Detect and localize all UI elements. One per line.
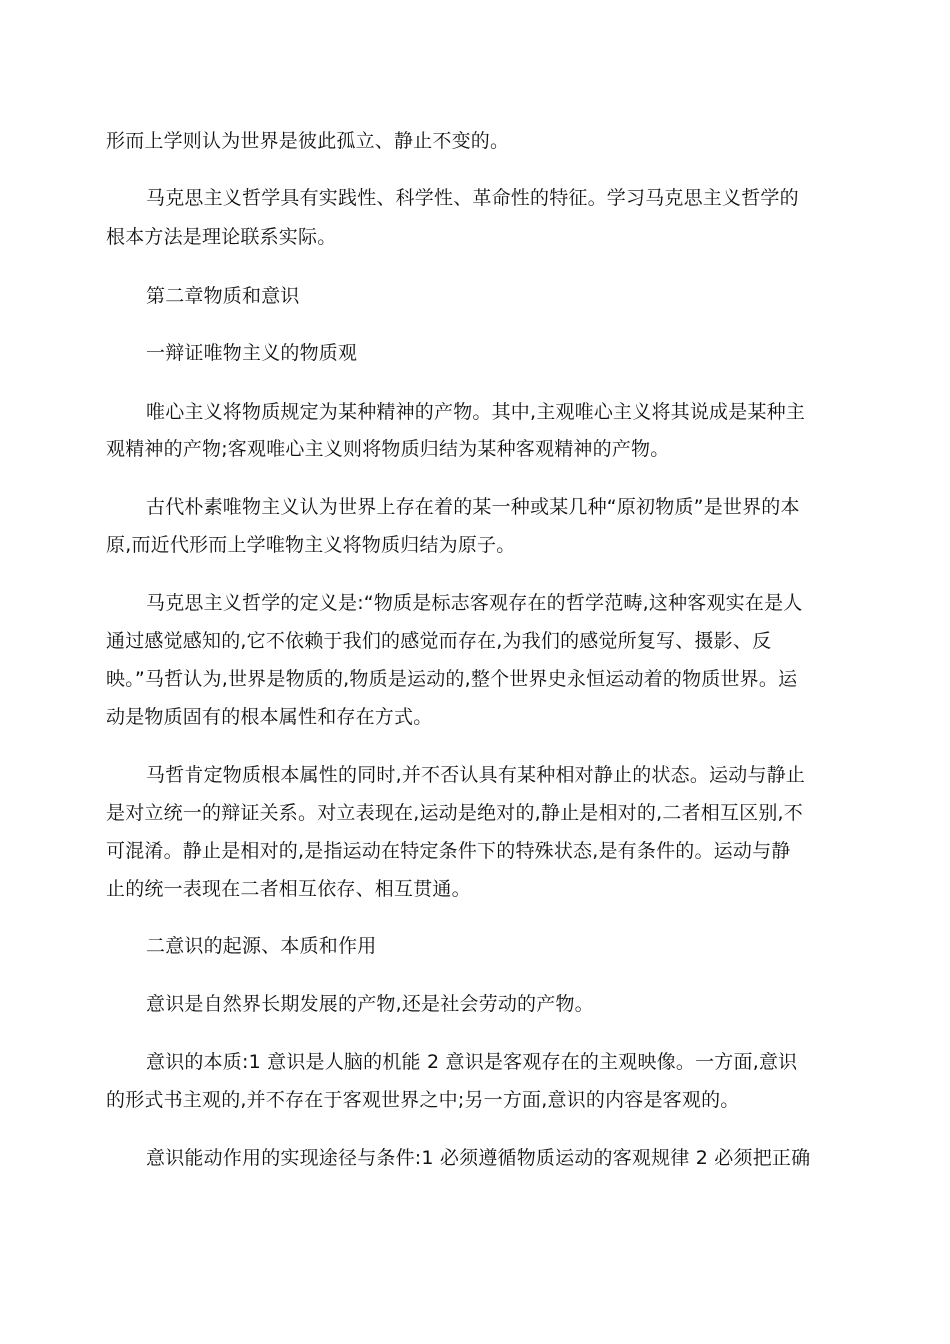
text-line: 是对立统一的辩证关系。对立表现在,运动是绝对的,静止是相对的,二者相互区别,不: [106, 802, 803, 824]
text-line: 马克思主义哲学的定义是:“物质是标志客观存在的哲学范畴,这种客观实在是人: [146, 592, 803, 614]
text-line: 可混淆。静止是相对的,是指运动在特定条件下的特殊状态,是有条件的。运动与静: [106, 840, 791, 862]
text-line: 马哲肯定物质根本属性的同时,并不否认具有某种相对静止的状态。运动与静止: [146, 764, 806, 786]
section-heading: 第二章物质和意识: [146, 285, 300, 307]
text-line: 观精神的产物;客观唯心主义则将物质归结为某种客观精神的产物。: [106, 438, 670, 460]
text-line: 唯心主义将物质规定为某种精神的产物。其中,主观唯心主义将其说成是某种主: [146, 401, 806, 423]
text-line: 映。”马哲认为,世界是物质的,物质是运动的,整个世界史永恒运动着的物质世界。运: [106, 668, 798, 690]
text-line: 意识能动作用的实现途径与条件:1 必须遵循物质运动的客观规律 2 必须把正确: [146, 1147, 811, 1169]
text-line: 通过感觉感知的,它不依赖于我们的感觉而存在,为我们的感觉所复写、摄影、反: [106, 630, 772, 652]
text-line: 止的统一表现在二者相互依存、相互贯通。: [106, 878, 471, 900]
text-line: 根本方法是理论联系实际。: [106, 226, 337, 248]
text-line: 意识的本质:1 意识是人脑的机能 2 意识是客观存在的主观映像。一方面,意识: [146, 1051, 798, 1073]
subsection-heading: 二意识的起源、本质和作用: [146, 935, 377, 957]
text-line: 原,而近代形而上学唯物主义将物质归结为原子。: [106, 534, 516, 556]
text-line: 意识是自然界长期发展的产物,还是社会劳动的产物。: [146, 993, 594, 1015]
subsection-heading: 一辩证唯物主义的物质观: [146, 342, 358, 364]
text-line: 马克思主义哲学具有实践性、科学性、革命性的特征。学习马克思主义哲学的: [146, 187, 799, 209]
text-line: 动是物质固有的根本属性和存在方式。: [106, 706, 433, 728]
text-line: 形而上学则认为世界是彼此孤立、静止不变的。: [106, 130, 510, 152]
text-line: 的形式书主观的,并不存在于客观世界之中;另一方面,意识的内容是客观的。: [106, 1089, 740, 1111]
text-line: 古代朴素唯物主义认为世界上存在着的某一种或某几种“原初物质”是世界的本: [146, 496, 800, 518]
